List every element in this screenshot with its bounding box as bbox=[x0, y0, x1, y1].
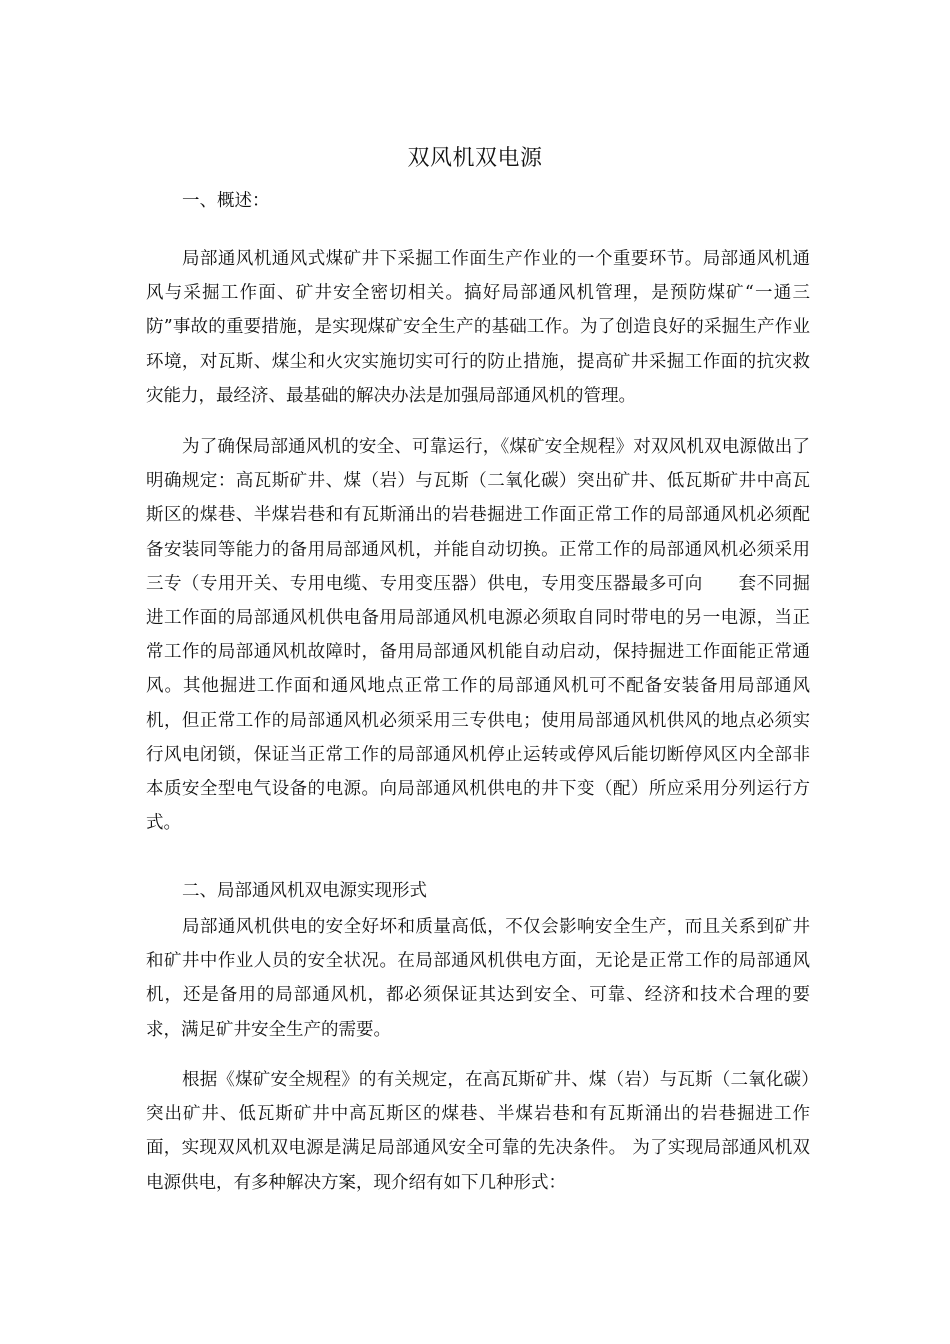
paragraph-dual-power-2: 根据《煤矿安全规程》的有关规定，在高瓦斯矿井、煤（岩）与瓦斯（二氧化碳）突出矿井、低瓦斯矿井中高瓦斯区的煤巷、半煤岩巷和有瓦斯涌出的岩巷掘进工作面，实现双风机双电源是满足局部通风安全可靠的先决条件。 为了实现局部通风机双电源供电，有多种解决方案，现介绍有如下几种形式： bbox=[146, 1070, 810, 1193]
section-heading-dual-power: 二、局部通风机双电源实现形式 bbox=[182, 881, 427, 901]
paragraph-dual-power-1: 局部通风机供电的安全好坏和质量高低，不仅会影响安全生产，而且关系到矿井和矿井中作业人员的安全状况。在局部通风机供电方面，无论是正常工作的局部通风机，还是备用的局部通风机，都必须保证其达到安全、可靠、经济和技术合理的要求，满足矿井安全生产的需要。 bbox=[146, 917, 810, 1040]
document-title: 双风机双电源 bbox=[407, 146, 543, 171]
paragraph-overview-2: 为了确保局部通风机的安全、可靠运行，《煤矿安全规程》对双风机双电源做出了明确规定：高瓦斯矿井、煤（岩）与瓦斯（二氧化碳）突出矿井、低瓦斯矿井中高瓦斯区的煤巷、半煤岩巷和有瓦斯涌出的岩巷掘进工作面正常工作的局部通风机必须配备安装同等能力的备用局部通风机，并能自动切换。正常工作的局部通风机必须采用三专（专用开关、专用电缆、专用变压器）供电，专用变压器最多可向 套不同掘进工作面的局部通风机供电备用局部通风机电源必须取自同时带电的另一电源，当正常工作的局部通风机故障时，备用局部通风机能自动启动，保持掘进工作面能正常通风。其他掘进工作面和通风地点正常工作的局部通风机可不配备安装备用局部通风机，但正常工作的局部通风机必须采用三专供电；使用局部通风机供风的地点必须实行风电闭锁，保证当正常工作的局部通风机停止运转或停风后能切断停风区内全部非本质安全型电气设备的电源。向局部通风机供电的井下变（配）所应采用分列运行方式。 bbox=[146, 437, 810, 834]
section-heading-overview: 一、概述： bbox=[182, 191, 270, 211]
paragraph-overview-1: 局部通风机通风式煤矿井下采掘工作面生产作业的一个重要环节。局部通风机通风与采掘工作面、矿井安全密切相关。搞好局部通风机管理，是预防煤矿“一通三防”事故的重要措施，是实现煤矿安全生产的基础工作。为了创造良好的采掘生产作业环境，对瓦斯、煤尘和火灾实施切实可行的防止措施，提高矿井采掘工作面的抗灾救灾能力，最经济、最基础的解决办法是加强局部通风机的管理。 bbox=[146, 249, 810, 406]
